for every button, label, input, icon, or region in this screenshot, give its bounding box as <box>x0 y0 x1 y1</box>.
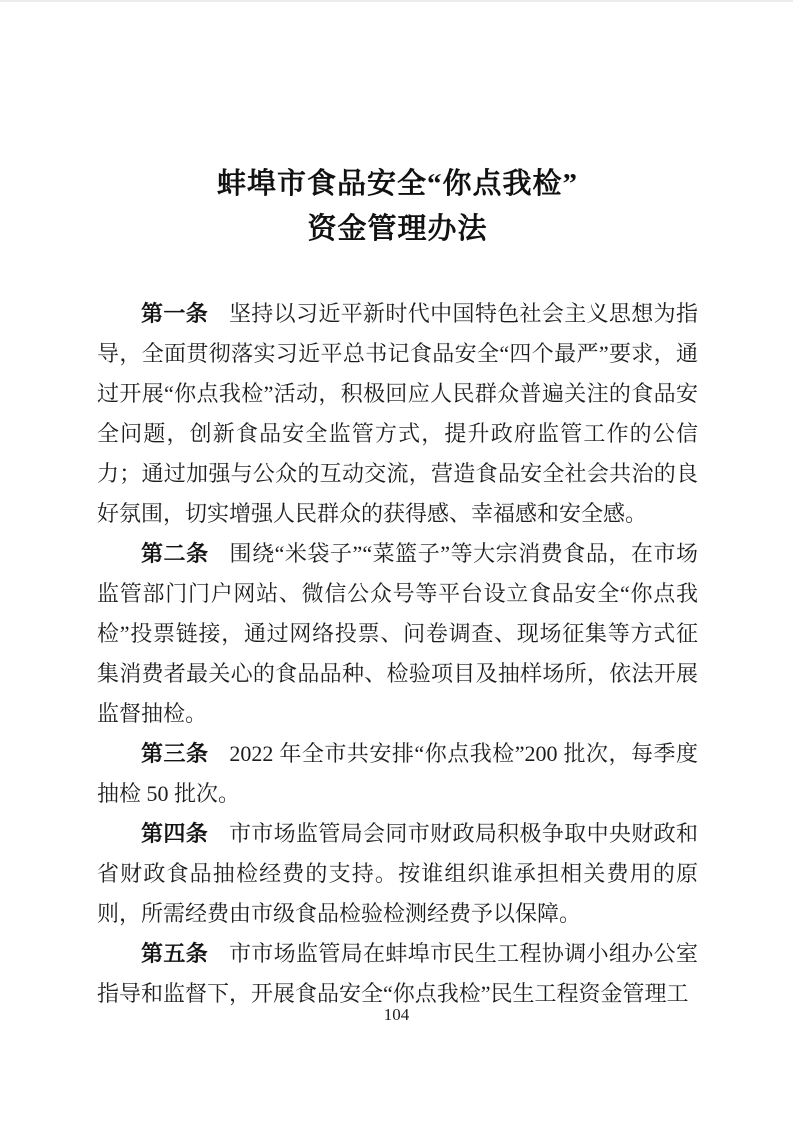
article-text: 坚持以习近平新时代中国特色社会主义思想为指导，全面贯彻落实习近平总书记食品安全“四个最严”要求，通过开展“你点我检”活动，积极回应人民群众普遍关注的食品安全问题，创新食品安全监管方式，提升政府监管工作的公信力；通过加强与公众的互动交流，营造食品安全社会共治的良好氛围，切实增强人民群众的获得感、幸福感和安全感。 <box>97 301 699 526</box>
article-paragraph <box>97 934 698 1014</box>
article-number: 第二条 <box>141 541 209 566</box>
article-number: 第一条 <box>141 301 209 326</box>
document-title-line2: 资金管理办法 <box>307 213 488 245</box>
article-paragraph <box>97 734 698 814</box>
scan-edge-artifact <box>0 0 793 2</box>
article-text: 市市场监管局会同市财政局积极争取中央财政和省财政食品抽检经费的支持。按谁组织谁承担相关费用的原则，所需经费由市级食品检验检测经费予以保障。 <box>97 821 698 926</box>
page-number: 104 <box>383 1005 410 1024</box>
article-text: 2022 年全市共安排“你点我检”200 批次，每季度抽检 50 批次。 <box>97 741 698 806</box>
article-number: 第五条 <box>141 941 209 966</box>
document-content <box>97 162 698 1014</box>
article-paragraph <box>97 294 698 534</box>
document-title <box>97 162 698 252</box>
article-paragraph <box>97 534 698 734</box>
article-text: 市市场监管局在蚌埠市民生工程协调小组办公室指导和监督下，开展食品安全“你点我检”民生工程资金管理工 <box>97 941 698 1006</box>
article-paragraph <box>97 814 698 934</box>
article-text: 围绕“米袋子”“菜篮子”等大宗消费食品，在市场监管部门门户网站、微信公众号等平台设立食品安全“你点我检”投票链接，通过网络投票、问卷调查、现场征集等方式征集消费者最关心的食品品种、检验项目及抽样场所，依法开展监督抽检。 <box>97 541 698 726</box>
article-number: 第三条 <box>141 741 209 766</box>
document-title-line1: 蚌埠市食品安全“你点我检” <box>216 168 578 200</box>
article-number: 第四条 <box>141 821 209 846</box>
